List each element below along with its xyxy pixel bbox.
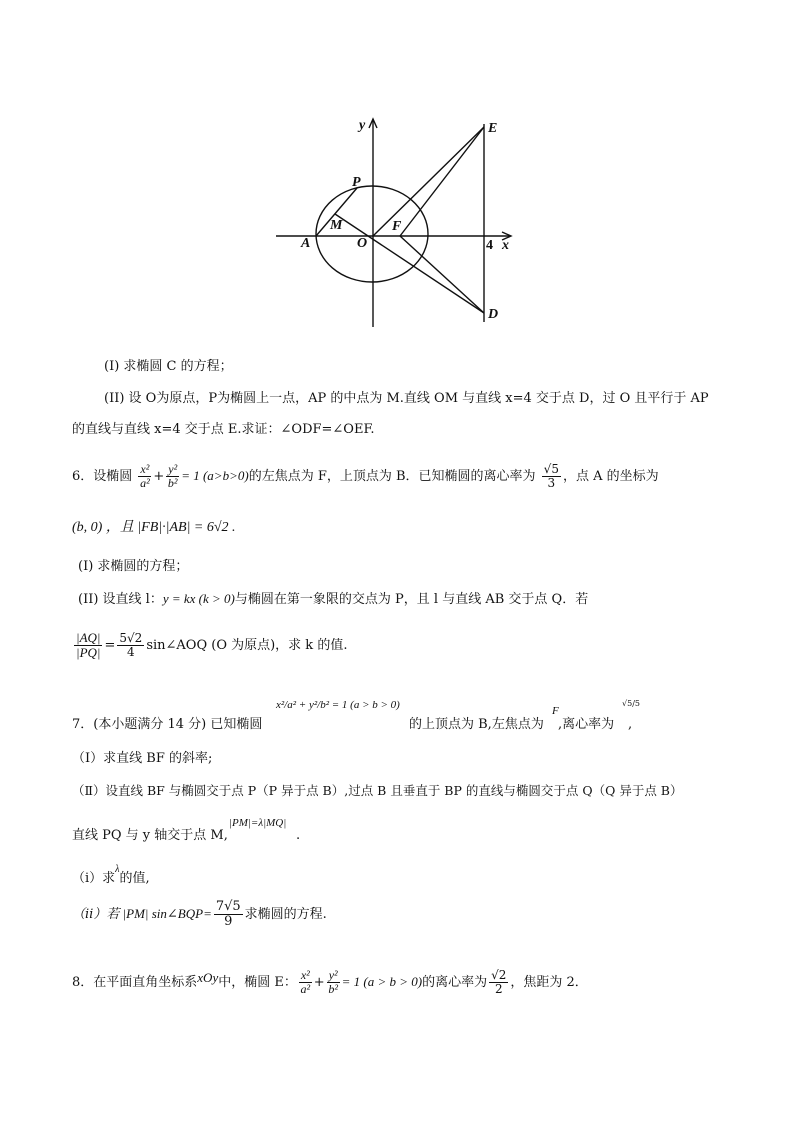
p7-comma: ,	[628, 717, 633, 732]
p7-eccentricity: √5/5	[622, 699, 640, 708]
p8-line: 8．在平面直角坐标系xOy中，椭圆 E： $\frac{\text{x²}}{\text{a²}}$ + $\frac{\text{y²}}{\text{b²}}$ = 1 (a > b > 0)的离心率为 $\frac{√2}{2}$ ，焦距为 2．	[72, 967, 588, 996]
p6-eccentricity: $\frac{√5}{3}$	[543, 461, 559, 490]
p7-sub1: （ⅰ）求$^\lambda$的值,	[72, 864, 150, 886]
label-e: E	[488, 121, 498, 136]
label-x: x	[502, 238, 509, 253]
p6-part2: (II) 设直线 l：y = kx (k > 0)与椭圆在第一象限的交点为 P，且 l 与直线 AB 交于点 Q．若	[78, 591, 589, 607]
p6-number: 6．设椭圆	[72, 469, 133, 484]
p7-text1: 的上顶点为 B,左焦点为	[409, 717, 544, 732]
p7-sub2: （ⅱ）若 |PM| sin∠BQP= $\frac{7√5}{9}$ 求椭圆的方程.	[72, 898, 327, 929]
ellipse-c	[316, 186, 428, 282]
p6-line1: 6．设椭圆 $\frac{\text{x²}}{\text{a²}}$ + $\frac{\text{y²}}{\text{b²}}$ = 1 (a>b>0)的左焦点为 F，上顶点为 B．已知椭圆的离心率为 $\frac{√5}{3}$ ，点 A 的坐标为	[72, 461, 659, 490]
p6-ratio-line: $\frac{|AQ|}{|PQ|}$ = $\frac{5√2}{4}$ sin∠AOQ (O 为原点)，求 k 的值.	[76, 629, 348, 660]
segment-fd	[400, 236, 484, 313]
p7-f-label: F	[552, 705, 559, 717]
p6-ratio-frac: $\frac{|AQ|}{|PQ|}$	[76, 629, 101, 660]
p8-eccentricity: $\frac{√2}{2}$	[491, 967, 507, 996]
label-o: O	[357, 236, 368, 251]
p6-part1: (I) 求椭圆的方程；	[78, 559, 189, 574]
p5-part2-line2: 的直线与直线 x=4 交于点 E.求证：∠ODF=∠OEF.	[72, 422, 375, 437]
p7-pm-lambda-mq: |PM|=λ|MQ|	[229, 817, 287, 829]
p7-part2-line2: 直线 PQ 与 y 轴交于点 M,	[72, 828, 228, 843]
ellipse-figure	[0, 0, 794, 340]
p7-equation: x²/a² + y²/b² = 1 (a > b > 0)	[276, 699, 400, 711]
label-y: y	[359, 118, 366, 133]
p7-sub2-frac: $\frac{7√5}{9}$	[215, 898, 241, 929]
p7-part2-line2-end: .	[296, 828, 301, 843]
segment-md	[335, 214, 484, 313]
label-a: A	[301, 236, 311, 251]
label-4: 4	[486, 238, 493, 253]
p8-eq-frac-y: $\frac{\text{y²}}{\text{b²}}$	[328, 967, 338, 996]
p6-coef-frac: $\frac{5√2}{4}$	[119, 630, 143, 659]
p8-eq-frac-x: $\frac{\text{x²}}{\text{a²}}$	[300, 967, 311, 996]
segment-fe	[400, 127, 484, 236]
p5-part1: (I) 求椭圆 C 的方程；	[104, 359, 233, 374]
label-m: M	[330, 218, 343, 233]
p7-part1: （Ⅰ）求直线 BF 的斜率;	[72, 751, 213, 766]
p5-part2-line1: (II) 设 O为原点，P为椭圆上一点，AP 的中点为 M.直线 OM 与直线 x=4 交于点 D，过 O 且平行于 AP	[104, 391, 709, 406]
p6-line2: (b, 0) ，且 |FB|·|AB| = 6√2 .	[72, 520, 236, 535]
p7-text2: ,离心率为	[558, 717, 615, 732]
p8-xoy: xOy	[197, 970, 219, 985]
label-d: D	[488, 307, 499, 322]
p6-eq-frac-x: $\frac{\text{x²}}{\text{a²}}$	[140, 461, 150, 490]
p7-intro: 7．(本小题满分 14 分) 已知椭圆	[72, 717, 263, 732]
p7-part2-line1: （Ⅱ）设直线 BF 与椭圆交于点 P（P 异于点 B）,过点 B 且垂直于 BP 的直线与椭圆交于点 Q（Q 异于点 B）	[72, 783, 683, 798]
p6-eq-frac-y: $\frac{\text{y²}}{\text{b²}}$	[167, 461, 178, 490]
segment-oe	[373, 127, 484, 236]
label-p: P	[352, 175, 361, 190]
label-f: F	[392, 219, 402, 234]
p7-lambda: λ	[115, 864, 120, 875]
